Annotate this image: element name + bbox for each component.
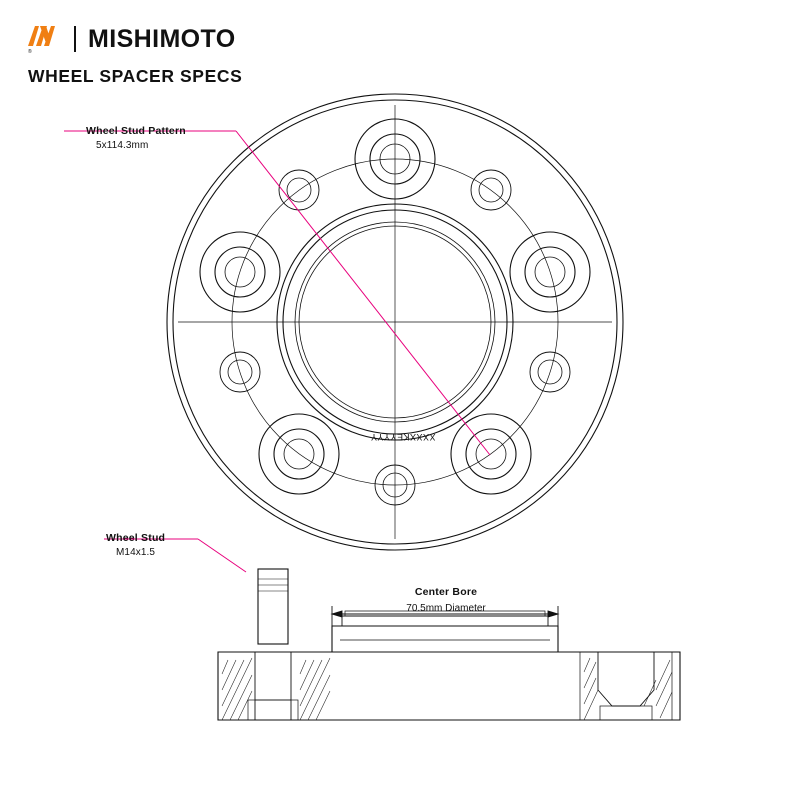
front-face-view [167, 94, 623, 550]
svg-text:®: ® [28, 49, 32, 54]
callout-title: Wheel Stud [106, 532, 166, 544]
dimension-value: 70.5mm Diameter [406, 602, 486, 614]
leader-line-stud-pattern [64, 131, 490, 455]
callout-wheel-stud [106, 531, 165, 561]
callout-title: Wheel Stud Pattern [86, 125, 186, 137]
dimension-center-bore [340, 585, 552, 616]
callout-value: M14x1.5 [116, 547, 156, 559]
page-title: WHEEL SPACER SPECS [28, 66, 243, 86]
engraving-text: XXXXKEYYYY [370, 432, 436, 442]
dimension-title: Center Bore [414, 586, 478, 598]
brand-name: MISHIMOTO [88, 24, 236, 53]
section-hatching [222, 658, 672, 720]
callout-wheel-stud-pattern [86, 124, 186, 154]
callout-value: 5x114.3mm [96, 140, 149, 152]
